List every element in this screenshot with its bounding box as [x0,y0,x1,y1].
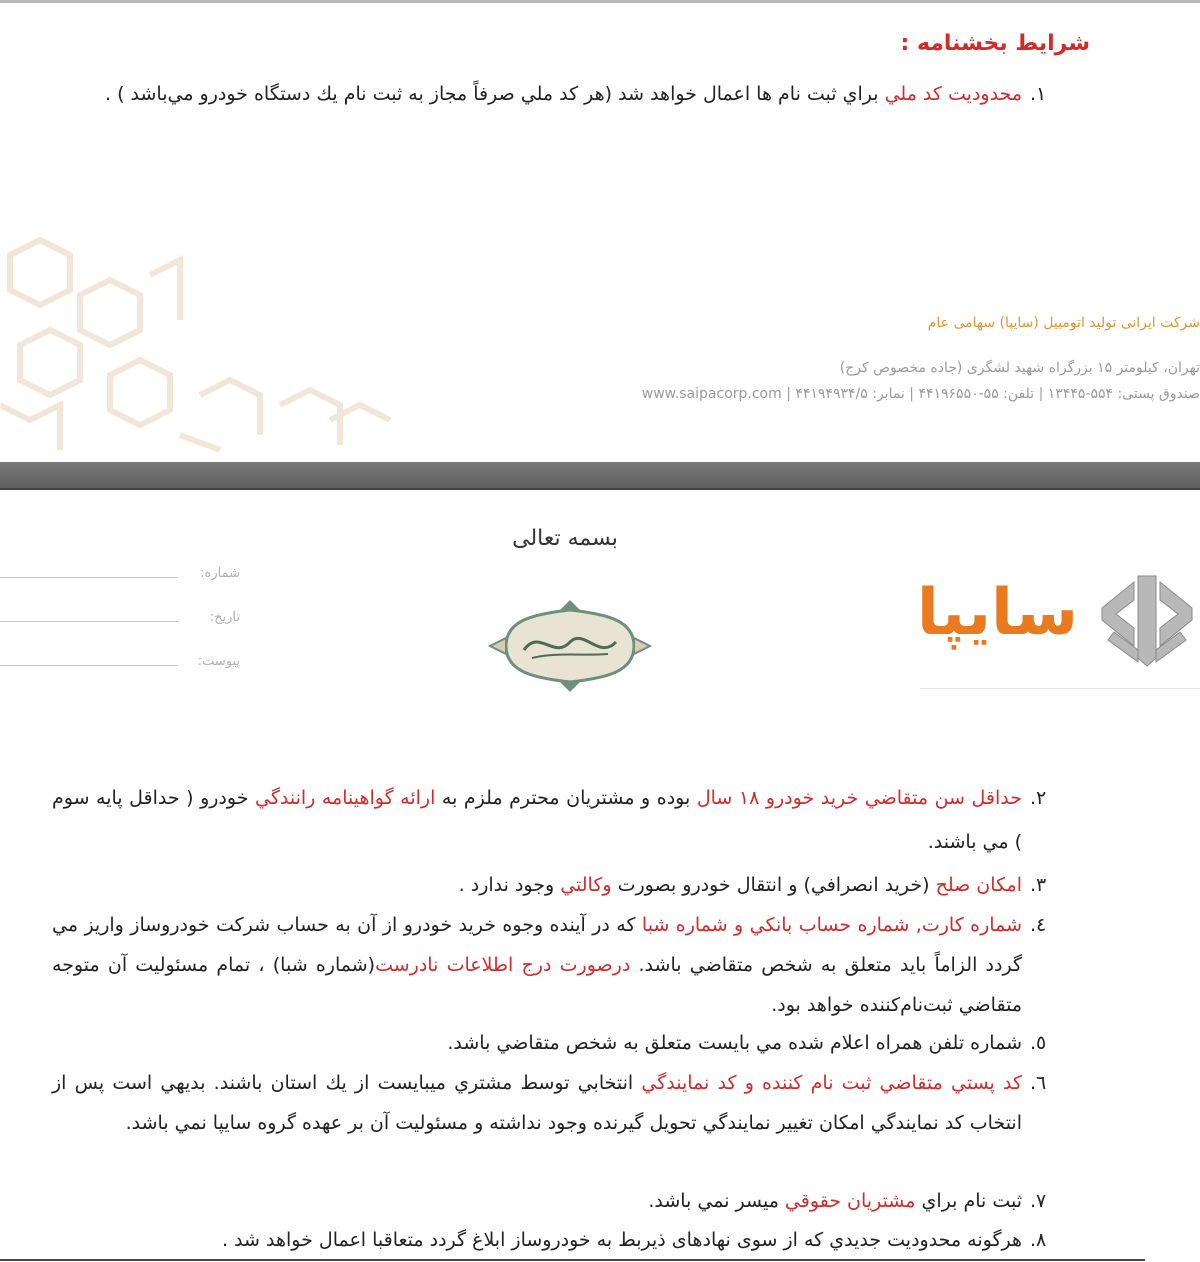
circular-conditions-heading: شرايط بخشنامه : [900,31,1090,56]
document-page-1 [0,0,1200,462]
bottom-border [0,1259,1145,1261]
item-number: .٦ [1030,1072,1047,1094]
letterhead-pattern-graphic [0,235,400,462]
number-rule [0,577,178,578]
date-rule [0,621,178,622]
logo-underline [920,688,1200,689]
item-text: (شماره شبا) ، تمام مسئوليت آن متوجه متقاضي ثبت‌نام‌كننده خواهد بود. [52,954,1022,1016]
item-number: .٥ [1030,1032,1047,1054]
condition-item-7 [52,1182,1047,1221]
saipa-logo [910,572,1200,692]
saipa-logo-text: سایپا [916,576,1078,650]
item-number: .٧ [1030,1190,1047,1212]
company-contact-info: صندوق پستی: ۵۵۴-۱۳۴۴۵ | تلفن: ۵۵-۴۴۱۹۶۵۵۰ | نمابر: ۴۴۱۹۴۹۳۴/۵ | www.saipacorp.com [641,386,1200,402]
item-text: شماره تلفن همراه اعلام شده مي بايست متعلق به شخص متقاضي باشد. [447,1032,1022,1054]
attachment-label: پیوست: [197,654,240,669]
item-highlight: شماره كارت, شماره حساب بانكي و شماره شبا [641,914,1022,936]
item-text: (خريد انصرافي) و انتقال خودرو بصورت [611,874,936,896]
number-field [0,566,240,588]
slogan-seal-emblem [484,598,656,694]
item-highlight: امكان صلح [935,874,1022,896]
item-text: انتخابي توسط مشتري ميبايست از يك استان باشند. بديهي است پس از انتخاب كد نمايندگي امكان تغيير نمايندگي تحويل گيرنده وجود نداشته و مسئوليت آن بر عهده گروه سايپا نمي باشد. [52,1072,1022,1134]
condition-item-4 [52,905,1047,1025]
saipa-logo-icon [1094,572,1200,668]
item-text: خودرو ( حداقل پايه سوم ) مي باشند. [52,787,1022,853]
item-number: .٨ [1030,1229,1047,1251]
item-text: براي ثبت نام ها اعمال خواهد شد (هر كد ملي صرفاً مجاز به ثبت نام يك دستگاه خودرو مي‌باشد ) . [105,83,885,105]
company-address: تهران، کیلومتر ۱۵ بزرگراه شهید لشگری (جاده مخصوص کرج) [839,360,1200,376]
item-number: .٣ [1030,874,1047,896]
item-text: ميسر نمي باشد. [648,1190,785,1212]
bismillah-heading: بسمه تعالی [512,526,618,551]
condition-item-3 [52,866,1047,905]
number-label: شماره: [200,566,240,581]
item-highlight: ارائه گواهينامه رانندگي [254,787,436,809]
item-text: هرگونه محدوديت جديدي كه از سوی نهادهای ذیربط به خودروساز ابلاغ گردد متعاقبا اعمال خواهد شد . [222,1229,1022,1251]
item-highlight: وكالتي [560,874,612,896]
condition-item-8 [52,1221,1047,1260]
condition-item-2 [52,776,1047,864]
document-page-2 [0,490,1200,1262]
item-text: كه در آينده وجوه خريد خودرو از آن به حساب شركت خودروساز واريز مي گردد الزاماً بايد متعلق به شخص متقاضي باشد. [52,914,1023,976]
condition-item-6 [52,1063,1047,1143]
attachment-rule [0,665,178,666]
item-text: بوده و مشتريان محترم ملزم به [435,787,697,809]
condition-item-5 [52,1024,1047,1063]
condition-item-1 [52,75,1047,114]
item-highlight: حداقل سن متقاضي خريد خودرو ١٨ سال [696,787,1022,809]
item-highlight: درصورت درج اطلاعات نادرست [375,954,631,976]
item-text: وجود ندارد . [458,874,561,896]
item-number: .٢ [1030,787,1047,809]
item-highlight: كد پستي متقاضي ثبت نام كننده و كد نمايندگي [641,1072,1023,1094]
date-label: تاریخ: [209,610,240,625]
item-number: .٤ [1030,914,1047,936]
item-number: .١ [1030,83,1047,105]
company-name: شرکت ایرانی تولید اتومبیل (سایپا) سهامی عام [927,315,1200,331]
item-highlight: محدوديت كد ملي [884,83,1022,105]
item-text: ثبت نام براي [915,1190,1022,1212]
attachment-field [0,654,240,676]
date-field [0,610,240,632]
page-separator [0,462,1200,490]
item-highlight: مشتريان حقوقي [784,1190,916,1212]
